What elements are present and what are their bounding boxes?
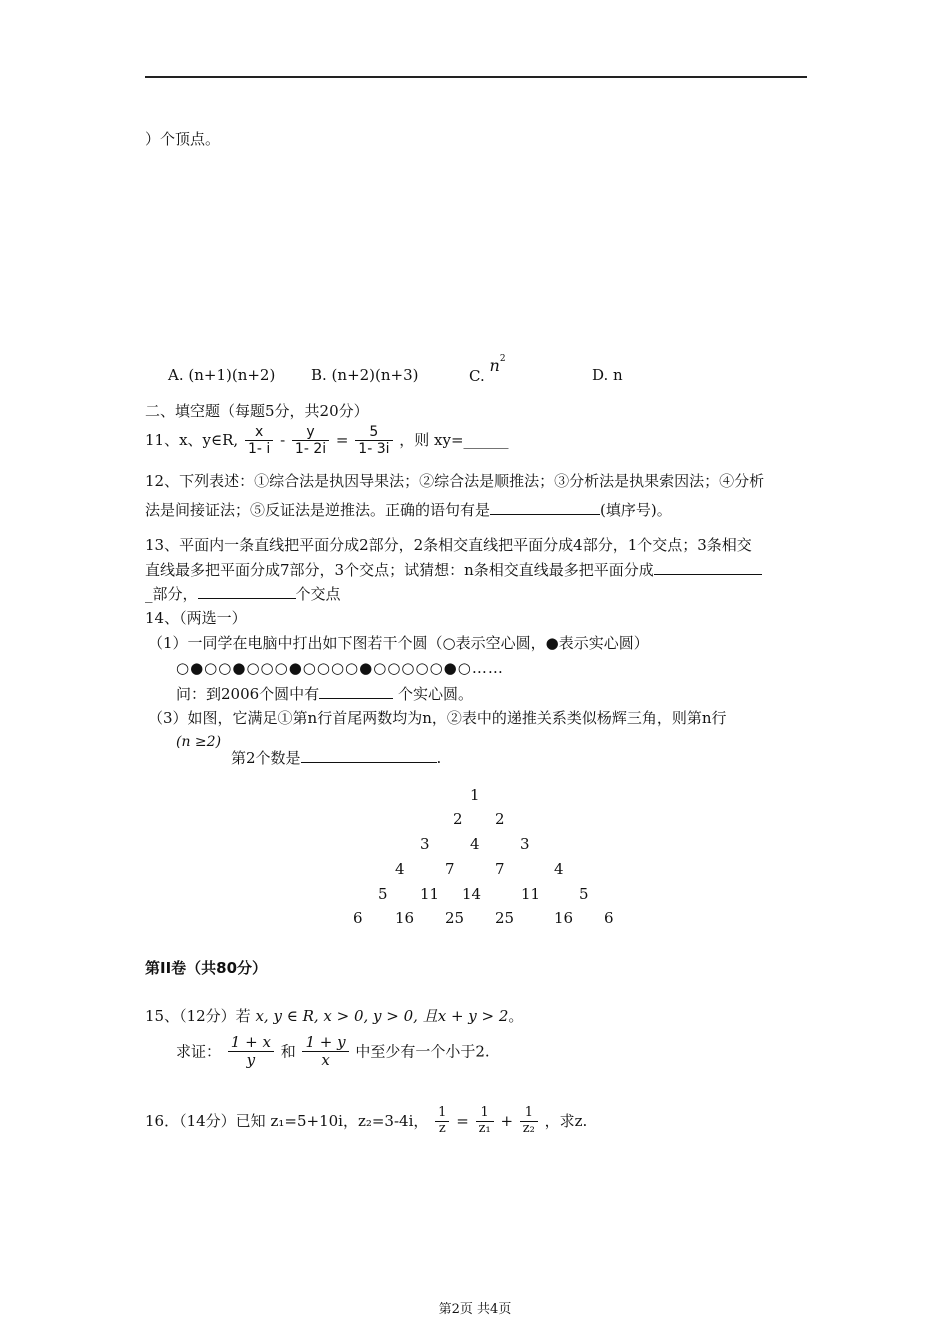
triangle-r2-c1: 2 (453, 810, 463, 828)
triangle-r2-c2: 2 (495, 810, 505, 828)
q16-prefix: 16．（14分）已知 (145, 1112, 266, 1131)
triangle-r6-c3: 25 (445, 909, 465, 927)
q11-suffix: ，则 xy=______ (399, 431, 509, 450)
previous-question-fragment: ）个顶点。 (145, 130, 221, 148)
q16-f3-num: 1 (520, 1106, 538, 1122)
q14-part1: （1）一同学在电脑中打出如下图若干个圆（○表示空心圆，●表示实心圆） (148, 634, 649, 652)
q16-suffix: ，求z. (544, 1112, 588, 1131)
triangle-r3-c3: 3 (520, 835, 530, 853)
q16-fraction-1 (435, 1106, 449, 1137)
q11-fraction-2 (292, 424, 329, 457)
q16-f1-num: 1 (435, 1106, 449, 1122)
q14-part3-line2-text: 第2个数是 (231, 749, 301, 767)
q15-fraction-1 (228, 1034, 274, 1070)
question-15 (145, 1007, 523, 1026)
q16-fraction-3 (520, 1106, 538, 1137)
option-c (469, 354, 506, 386)
triangle-r3-c1: 3 (420, 835, 430, 853)
q11-prefix: 11、x、y∈R, (145, 431, 239, 450)
triangle-r6-c4: 25 (495, 909, 515, 927)
q12-line1: 12、下列表述：①综合法是执因导果法；②综合法是顺推法；③分析法是执果索因法；④分析 (145, 472, 765, 490)
q13-line3 (145, 584, 341, 604)
q13-answer-blank-2 (198, 584, 296, 599)
q16-fraction-2 (476, 1106, 494, 1137)
q13-line3-a: _部分， (145, 585, 198, 603)
q15-f2-den: x (321, 1051, 330, 1070)
q11-minus: - (280, 431, 286, 450)
q16-equals: = (456, 1112, 469, 1131)
header-rule (145, 76, 807, 78)
q16-f2-den: z₁ (478, 1120, 491, 1136)
triangle-r3-c2: 4 (470, 835, 480, 853)
q15-condition: x, y ∈ R, x > 0, y > 0, 且x + y > 2 (255, 1007, 509, 1025)
q14-answer-blank-1 (319, 684, 393, 699)
q12-line2-a: 法是间接证法；⑤反证法是逆推法。正确的语句有是 (145, 501, 491, 519)
q15-prove-label: 求证： (176, 1042, 222, 1061)
page-footer: 第2页 共4页 (438, 1302, 512, 1317)
q11-f1-den: 1- i (247, 441, 271, 458)
triangle-r6-c2: 16 (395, 909, 415, 927)
q13-answer-blank-1 (654, 560, 762, 575)
triangle-r4-c1: 4 (395, 860, 405, 878)
option-b: B. (n+2)(n+3) (311, 366, 419, 384)
option-c-expr: n (489, 356, 500, 375)
triangle-r5-c5: 5 (579, 885, 589, 903)
q11-f1-num: x (245, 424, 273, 441)
triangle-r6-c5: 16 (554, 909, 574, 927)
q12-line2 (145, 500, 672, 520)
option-a: A. (n+1)(n+2) (168, 366, 276, 384)
triangle-r6-c1: 6 (353, 909, 363, 927)
triangle-r5-c1: 5 (378, 885, 388, 903)
q16-plus: + (500, 1112, 514, 1131)
triangle-r6-c6: 6 (604, 909, 614, 927)
option-c-sup: 2 (499, 354, 506, 364)
triangle-r4-c4: 4 (554, 860, 564, 878)
triangle-r4-c3: 7 (495, 860, 505, 878)
question-11 (145, 424, 509, 457)
option-c-label: C. (469, 367, 485, 385)
q11-f3-num: 5 (355, 424, 392, 441)
q15-prefix: 15、（12分）若 (145, 1007, 251, 1025)
q14-circle-sequence: ○●○○●○○○●○○○○●○○○○○●○…… (176, 659, 504, 677)
q13-line1: 13、平面内一条直线把平面分成2部分，2条相交直线把平面分成4部分，1个交点；3条相交 (145, 536, 752, 554)
q14-ask-b: 个实心圆。 (393, 685, 473, 703)
triangle-r4-c2: 7 (445, 860, 455, 878)
q14-part3-line2 (231, 748, 441, 768)
q13-line2-text: 直线最多把平面分成7部分，3个交点；试猜想：n条相交直线最多把平面分成 (145, 561, 654, 579)
q15-f2-num: 1 + y (302, 1034, 348, 1052)
q13-line3-b: 个交点 (295, 585, 341, 603)
q15-f1-den: y (246, 1051, 256, 1070)
q11-equals: = (335, 431, 349, 450)
triangle-r5-c3: 14 (462, 885, 482, 903)
q15-fraction-2 (302, 1034, 348, 1070)
q11-f2-den: 1- 2i (294, 441, 327, 458)
q11-f3-den: 1- 3i (358, 441, 390, 458)
q14-ask-a: 问：到2006个圆中有 (176, 685, 320, 703)
section2-title: 二、填空题（每题5分，共20分） (145, 402, 369, 420)
q15-and: 和 (280, 1042, 296, 1061)
q14-title: 14、（两选一） (145, 609, 247, 627)
triangle-r5-c4: 11 (521, 885, 541, 903)
option-d: D. n (592, 366, 623, 384)
q16-f2-num: 1 (476, 1106, 494, 1122)
q14-part3-line1: （3）如图，它满足①第n行首尾两数均为n，②表中的递推关系类似杨辉三角，则第n行 (148, 709, 727, 727)
part2-title: 第II卷（共80分） (145, 959, 268, 977)
q12-line2-b: (填序号)。 (600, 501, 672, 519)
q11-fraction-1 (245, 424, 273, 457)
q13-line2 (145, 560, 762, 580)
q16-f3-den: z₂ (522, 1120, 535, 1136)
q15-f1-num: 1 + x (228, 1034, 274, 1052)
q15-end: 。 (508, 1007, 524, 1025)
question-16 (145, 1106, 587, 1137)
q12-answer-blank (490, 500, 600, 515)
q11-f2-num: y (292, 424, 329, 441)
q14-answer-blank-2 (301, 748, 437, 763)
q14-part3-end: . (436, 749, 442, 767)
q15-claim: 中至少有一个小于2. (355, 1042, 490, 1061)
q14-part3-condition: (n ≥2) (176, 734, 222, 750)
q16-z-values: z₁=5+10i，z₂=3-4i， (270, 1112, 429, 1131)
q14-ask (176, 684, 473, 704)
q15-prove (176, 1034, 490, 1070)
q16-f1-den: z (438, 1120, 446, 1136)
q11-fraction-3 (355, 424, 392, 457)
triangle-r5-c2: 11 (420, 885, 440, 903)
triangle-r1-c1: 1 (470, 786, 480, 804)
